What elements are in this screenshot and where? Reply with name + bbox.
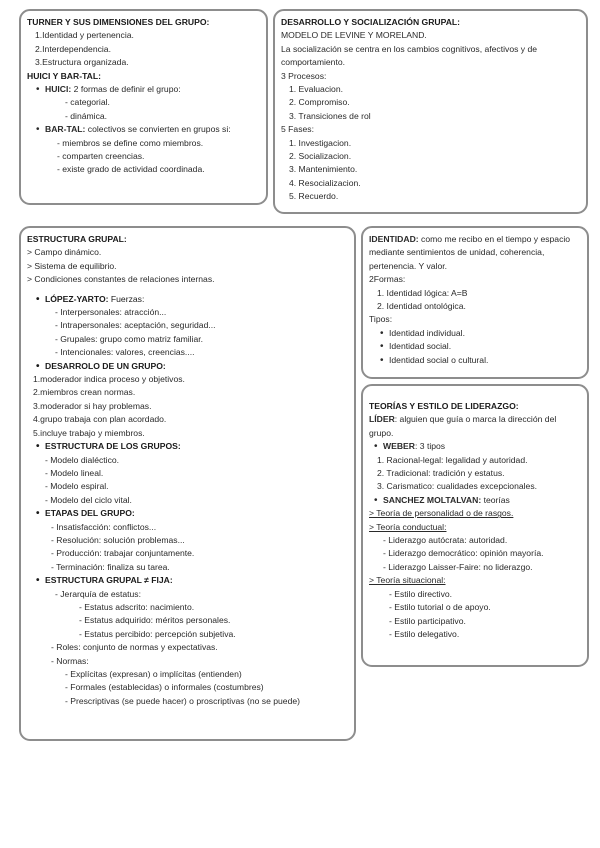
situacional-item: - Estilo tutorial o de apoyo.	[389, 602, 491, 613]
estructura-intro: > Campo dinámico.	[27, 247, 102, 258]
estructura-grupos-item: - Modelo dialéctico.	[45, 454, 120, 465]
lopez-item: - Intrapersonales: aceptación, seguridad...	[55, 320, 216, 331]
turner-item: 1.Identidad y pertenencia.	[35, 30, 134, 41]
tipos-item: • Identidad social o cultural.	[389, 354, 581, 367]
bartal-item: - comparten creencias.	[57, 151, 145, 162]
roles-text: - Roles: conjunto de normas y expectativas.	[51, 642, 218, 653]
huici-bullet	[45, 83, 260, 96]
estructura-box	[19, 226, 356, 741]
etapas-label: • ETAPAS DEL GRUPO:	[45, 507, 348, 520]
formas-item: 2. Identidad ontológica.	[377, 301, 466, 312]
desarrollo-grupo-item: 1.moderador indica proceso y objetivos.	[33, 374, 185, 385]
tipos-label: Tipos:	[369, 314, 393, 325]
identidad-intro	[369, 233, 581, 273]
normas-item: - Explícitas (expresan) o implícitas (entienden)	[65, 669, 242, 679]
weber-bullet	[383, 440, 581, 453]
conductual-item: - Liderazgo democrático: opinión mayoría.	[383, 548, 544, 559]
situacional-item: - Estilo delegativo.	[389, 628, 460, 639]
tipos-item: • Identidad individual.	[389, 327, 581, 340]
normas-item: - Prescriptivas (se puede hacer) o proscriptivas (no se puede)	[65, 695, 301, 706]
proceso-item: 3. Transiciones de rol	[289, 110, 371, 121]
lider-definition	[369, 413, 581, 440]
turner-item: 2.Interdependencia.	[35, 43, 111, 54]
lopez-item: - Interpersonales: atracción...	[55, 307, 167, 318]
desarrollo-grupo-item: 3.moderador si hay problemas.	[33, 400, 152, 411]
etapas-item: - Terminación: finaliza su tarea.	[51, 561, 170, 572]
proceso-item: 2. Compromiso.	[289, 97, 350, 108]
estructura-grupos-item: - Modelo espiral.	[45, 481, 109, 492]
lopez-label: LÓPEZ-YARTO:	[45, 293, 109, 304]
desarrollo-grupo-label: • DESARROLO DE UN GRUPO:	[45, 360, 348, 373]
huici-bartal-title: HUICI Y BAR-TAL:	[27, 70, 101, 81]
etapas-item: - Insatisfacción: conflictos...	[51, 521, 157, 532]
sanchez-bullet	[383, 494, 581, 507]
teoria-situacional: > Teoría situacional:	[369, 575, 446, 586]
etapas-item: - Producción: trabajar conjuntamente.	[51, 548, 195, 559]
lider-text: : alguien que guía o marca la dirección del grupo.	[369, 414, 557, 438]
lopez-text: Fuerzas:	[108, 293, 145, 304]
huici-item: - dinámica.	[65, 110, 108, 121]
turner-title: TURNER Y SUS DIMENSIONES DEL GRUPO:	[27, 17, 210, 27]
estructura-grupos-item: - Modelo lineal.	[45, 467, 104, 478]
fase-item: 2. Socializacion.	[289, 151, 352, 162]
huici-text: 2 formas de definir el grupo:	[71, 84, 181, 95]
lider-label: LÍDER	[369, 414, 395, 425]
estatus-item: - Estatus adquirido: méritos personales.	[79, 615, 231, 626]
liderazgo-title: TEORÍAS Y ESTILO DE LIDERAZGO:	[369, 401, 519, 411]
lopez-bullet	[45, 293, 348, 306]
estatus-item: - Estatus adscrito: nacimiento.	[79, 601, 195, 612]
weber-item: 1. Racional-legal: legalidad y autoridad.	[377, 454, 528, 465]
sanchez-text: teorías	[481, 494, 510, 505]
desarrollo-grupo-item: 4.grupo trabaja con plan acordado.	[33, 414, 167, 425]
teoria-conductual: > Teoría conductual:	[369, 521, 447, 532]
conductual-item: - Liderazgo autócrata: autoridad.	[383, 535, 508, 546]
conductual-item: - Liderazgo Laisser-Faire: no liderazgo.	[383, 561, 533, 572]
teoria-personalidad: > Teoría de personalidad o de rasgos.	[369, 508, 514, 519]
liderazgo-box	[361, 384, 589, 667]
bartal-item: - existe grado de actividad coordinada.	[57, 164, 205, 175]
normas-label: - Normas:	[51, 655, 89, 666]
procesos-label: 3 Procesos:	[281, 70, 327, 81]
fase-item: 3. Mantenimiento.	[289, 164, 358, 175]
fase-item: 5. Recuerdo.	[289, 191, 339, 202]
fija-label: • ESTRUCTURA GRUPAL ≠ FIJA:	[45, 574, 348, 587]
turner-item: 3.Estructura organizada.	[35, 57, 129, 68]
huici-item: - categorial.	[65, 97, 110, 108]
fase-item: 1. Investigacion.	[289, 137, 352, 148]
desarrollo-grupo-item: 5.incluye trabajo y miembros.	[33, 427, 145, 438]
weber-item: 2. Tradicional: tradición y estatus.	[377, 468, 505, 479]
normas-item: - Formales (establecidas) o informales (costumbres)	[65, 682, 264, 693]
desarrollo-subtitle: MODELO DE LEVINE Y MORELAND.	[281, 30, 427, 41]
desarrollo-box	[273, 9, 588, 214]
proceso-item: 1. Evaluacion.	[289, 84, 343, 95]
identidad-title: IDENTIDAD:	[369, 234, 419, 244]
estatus-item: - Estatus percibido: percepción subjetiva.	[79, 628, 236, 639]
situacional-item: - Estilo directivo.	[389, 588, 453, 599]
formas-label: 2Formas:	[369, 274, 406, 285]
estructura-grupos-item: - Modelo del ciclo vital.	[45, 494, 132, 505]
estructura-grupos-label: • ESTRUCTURA DE LOS GRUPOS:	[45, 440, 348, 453]
bartal-text: colectivos se convierten en grupos si:	[85, 124, 231, 135]
fases-label: 5 Fases:	[281, 124, 314, 135]
estructura-title: ESTRUCTURA GRUPAL:	[27, 234, 127, 244]
desarrollo-grupo-item: 2.miembros crean normas.	[33, 387, 136, 398]
situacional-item: - Estilo participativo.	[389, 615, 466, 626]
lopez-item: - Grupales: grupo como matriz familiar.	[55, 333, 204, 344]
bartal-item: - miembros se define como miembros.	[57, 137, 204, 148]
desarrollo-title: DESARROLLO Y SOCIALIZACIÓN GRUPAL:	[281, 17, 461, 27]
huici-label: HUICI:	[45, 84, 72, 95]
estructura-intro: > Condiciones constantes de relaciones internas.	[27, 274, 215, 285]
desarrollo-intro: La socialización se centra en los cambios cognitivos, afectivos y de comportamiento.	[281, 43, 538, 68]
weber-item: 3. Carismatico: cualidades excepcionales.	[377, 481, 538, 492]
weber-label: WEBER	[383, 441, 415, 452]
tipos-item: • Identidad social.	[389, 340, 581, 353]
turner-box	[19, 9, 268, 205]
jerarquia-label: - Jerarquía de estatus:	[55, 588, 141, 599]
lopez-item: - Intencionales: valores, creencias....	[55, 347, 195, 358]
fase-item: 4. Resocializacion.	[289, 177, 361, 188]
sanchez-label: SANCHEZ MOLTALVAN:	[383, 494, 482, 505]
bartal-bullet	[45, 123, 235, 136]
estructura-intro: > Sistema de equilibrio.	[27, 260, 117, 271]
identidad-box	[361, 226, 589, 379]
formas-item: 1. Identidad lógica: A=B	[377, 287, 468, 298]
bartal-label: BAR-TAL:	[45, 124, 86, 135]
weber-text: : 3 tipos	[415, 441, 446, 452]
etapas-item: - Resolución: solución problemas...	[51, 534, 185, 545]
identidad-title-text: como me recibo en el tiempo y espacio mediante sentimientos de unidad, coherencia, pertenencia. Y valor.	[369, 234, 571, 271]
